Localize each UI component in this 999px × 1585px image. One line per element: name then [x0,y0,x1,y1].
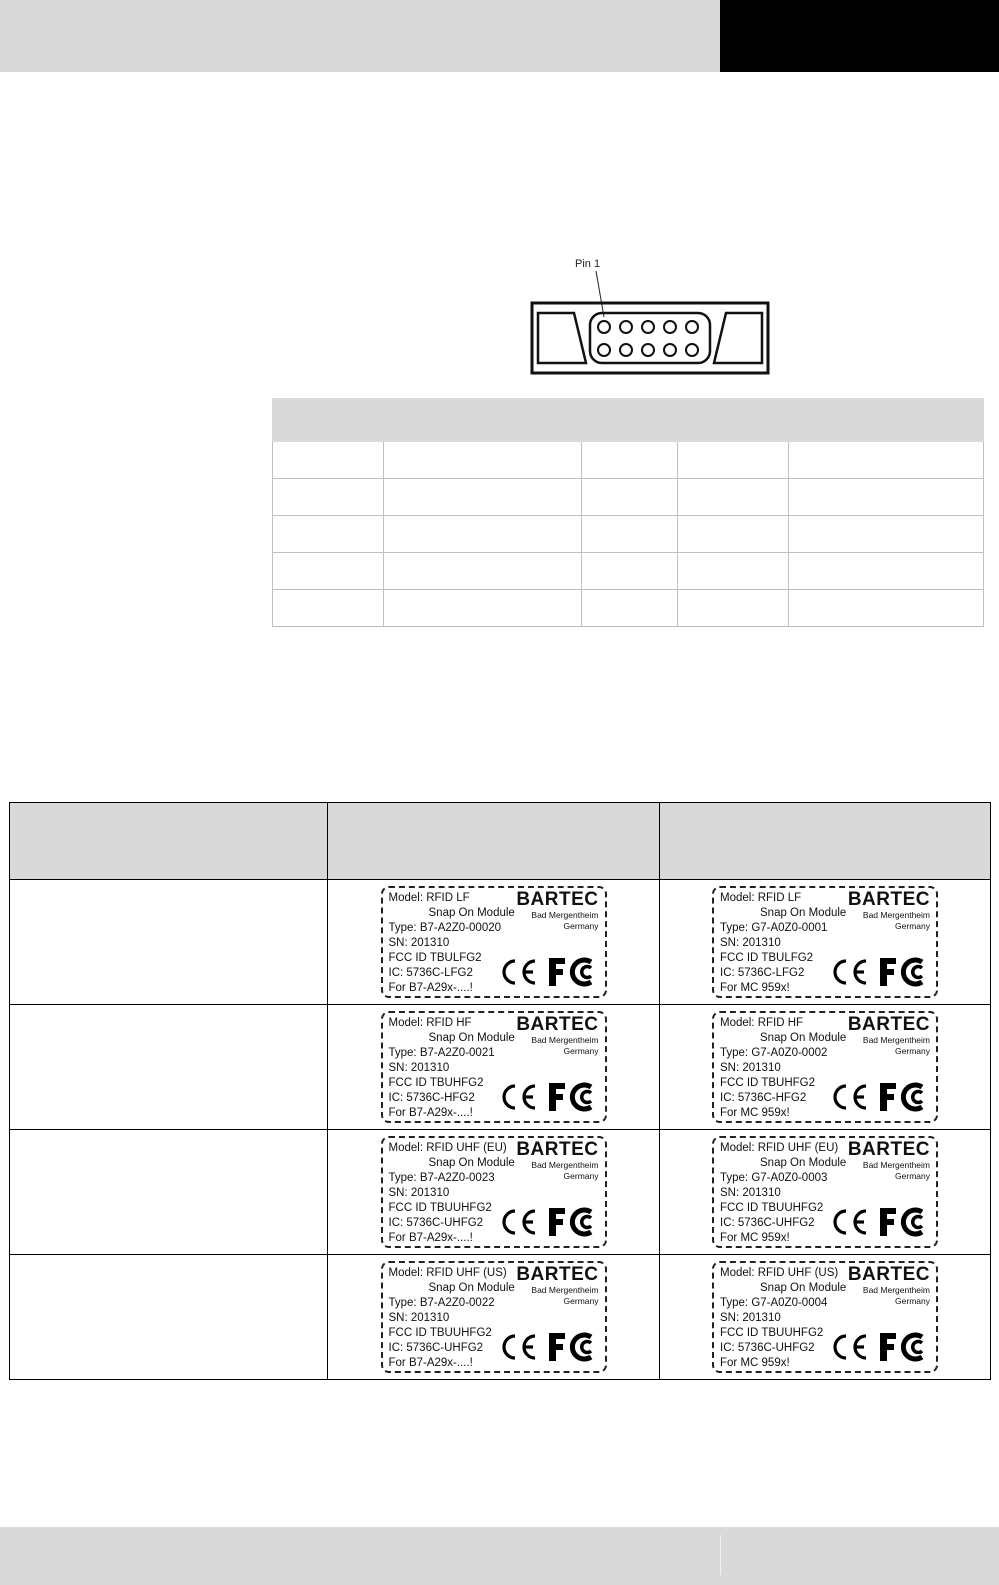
label-product: Snap On Module [760,1032,847,1044]
brand-city: Bad Mergentheim [531,910,599,920]
label-serial: SN: 201310 [720,937,781,949]
ce-mark-icon [497,958,539,986]
certification-marks [828,1206,930,1238]
pin-1-label: Pin 1 [575,258,601,270]
ce-mark-icon [828,958,870,986]
fcc-logo-icon [878,956,930,988]
label-ic: IC: 5736C-UHFG2 [720,1342,815,1354]
pin-table-row [273,516,984,553]
label-ic: IC: 5736C-UHFG2 [720,1217,815,1229]
label-compatibility: For B7-A29x-....! [388,1232,473,1244]
brand-country: Germany [895,1046,930,1056]
label-fcc-id: FCC ID TBUHFG2 [720,1077,815,1089]
label-ic: IC: 5736C-HFG2 [720,1092,807,1104]
label-fcc-id: FCC ID TBULFG2 [388,952,482,964]
fcc-logo-icon [547,1081,599,1113]
label-product: Snap On Module [760,1157,847,1169]
label-table-header [10,803,991,880]
label-type: Type: B7-A2Z0-00020 [388,922,502,934]
label-type: Type: B7-A2Z0-0021 [388,1047,495,1059]
label-type: Type: B7-A2Z0-0023 [388,1172,495,1184]
brand-name: BARTEC [847,1014,930,1035]
fcc-logo-icon [878,1331,930,1363]
label-compatibility: For MC 959x! [720,982,790,994]
label-model: Model: RFID UHF (EU) [388,1142,507,1154]
certification-marks [497,1206,599,1238]
label-table-row [10,1255,991,1380]
label-compatibility: For B7-A29x-....! [388,982,473,994]
fcc-logo-icon [547,956,599,988]
type-label-table [9,802,991,1380]
brand-country: Germany [895,1296,930,1306]
label-type: Type: G7-A0Z0-0004 [720,1297,828,1309]
label-product: Snap On Module [428,1282,515,1294]
brand-country: Germany [563,1171,599,1181]
brand-name: BARTEC [516,889,599,910]
label-model: Model: RFID UHF (US) [720,1267,839,1279]
label-type: Type: B7-A2Z0-0022 [388,1297,495,1309]
connector-pin-diagram [530,255,780,385]
footer-bar [0,1527,999,1585]
footer-divider [720,1535,721,1575]
label-table-row [10,1005,991,1130]
brand-city: Bad Mergentheim [531,1285,599,1295]
certification-marks [497,1081,599,1113]
ce-mark-icon [497,1333,539,1361]
brand-block [516,1140,598,1182]
brand-city: Bad Mergentheim [531,1160,599,1170]
brand-block [848,1265,930,1307]
brand-country: Germany [563,921,599,931]
brand-name: BARTEC [847,1264,930,1285]
brand-country: Germany [563,1296,599,1306]
connector-left-latch [538,313,586,363]
type-plate-label [712,886,938,998]
label-type: Type: G7-A0Z0-0003 [720,1172,828,1184]
label-fcc-id: FCC ID TBUUHFG2 [388,1327,492,1339]
label-serial: SN: 201310 [720,1062,781,1074]
label-compatibility: For MC 959x! [720,1357,790,1369]
ce-mark-icon [497,1208,539,1236]
label-fcc-id: FCC ID TBUUHFG2 [720,1327,824,1339]
pin-table-row [273,590,984,627]
label-compatibility: For B7-A29x-....! [388,1107,473,1119]
label-serial: SN: 201310 [388,1312,450,1324]
label-ic: IC: 5736C-HFG2 [388,1092,475,1104]
brand-block [848,890,930,932]
type-plate-label [381,1261,607,1373]
label-product: Snap On Module [428,1157,515,1169]
label-serial: SN: 201310 [388,937,450,949]
label-serial: SN: 201310 [720,1312,781,1324]
label-compatibility: For MC 959x! [720,1107,790,1119]
label-ic: IC: 5736C-UHFG2 [388,1217,484,1229]
pin-table-row [273,442,984,479]
header-bar [0,0,720,72]
brand-city: Bad Mergentheim [862,910,930,920]
certification-marks [497,1331,599,1363]
fcc-logo-icon [878,1206,930,1238]
type-plate-label [381,1011,607,1123]
connector-right-latch [714,313,762,363]
brand-name: BARTEC [516,1014,599,1035]
label-type: Type: G7-A0Z0-0002 [720,1047,828,1059]
label-fcc-id: FCC ID TBULFG2 [720,952,814,964]
fcc-logo-icon [547,1206,599,1238]
label-serial: SN: 201310 [388,1062,450,1074]
ce-mark-icon [828,1208,870,1236]
label-product: Snap On Module [428,907,515,919]
label-serial: SN: 201310 [388,1187,450,1199]
label-compatibility: For B7-A29x-....! [388,1357,473,1369]
fcc-logo-icon [878,1081,930,1113]
label-model: Model: RFID UHF (EU) [720,1142,839,1154]
ce-mark-icon [497,1083,539,1111]
label-model: Model: RFID HF [720,1017,804,1029]
label-product: Snap On Module [760,907,847,919]
brand-block [848,1015,930,1057]
brand-block [848,1140,930,1182]
brand-block [516,1015,598,1057]
certification-marks [497,956,599,988]
brand-name: BARTEC [847,1139,930,1160]
ce-mark-icon [828,1333,870,1361]
brand-name: BARTEC [516,1139,599,1160]
header-logo-block [720,0,999,72]
brand-country: Germany [563,1046,599,1056]
brand-city: Bad Mergentheim [862,1160,930,1170]
brand-block [516,1265,598,1307]
label-model: Model: RFID LF [388,892,470,904]
label-ic: IC: 5736C-LFG2 [388,967,473,979]
label-model: Model: RFID HF [388,1017,472,1029]
type-plate-label [712,1136,938,1248]
pin-table-row [273,479,984,516]
label-product: Snap On Module [428,1032,515,1044]
pin-table-row [273,553,984,590]
label-fcc-id: FCC ID TBUUHFG2 [720,1202,824,1214]
label-serial: SN: 201310 [720,1187,781,1199]
type-plate-label [381,1136,607,1248]
brand-city: Bad Mergentheim [531,1035,599,1045]
label-compatibility: For MC 959x! [720,1232,790,1244]
label-ic: IC: 5736C-LFG2 [720,967,805,979]
brand-block [516,890,598,932]
certification-marks [828,1331,930,1363]
fcc-logo-icon [547,1331,599,1363]
brand-name: BARTEC [847,889,930,910]
label-table-row [10,1130,991,1255]
brand-city: Bad Mergentheim [862,1285,930,1295]
label-model: Model: RFID LF [720,892,802,904]
label-fcc-id: FCC ID TBUHFG2 [388,1077,484,1089]
connector-pins [598,321,698,356]
pin-1-leader-line [596,271,604,317]
ce-mark-icon [828,1083,870,1111]
brand-city: Bad Mergentheim [862,1035,930,1045]
label-fcc-id: FCC ID TBUUHFG2 [388,1202,492,1214]
pin-assignment-table [272,398,984,627]
label-ic: IC: 5736C-UHFG2 [388,1342,484,1354]
brand-country: Germany [895,1171,930,1181]
type-plate-label [712,1261,938,1373]
label-table-row [10,880,991,1005]
label-type: Type: G7-A0Z0-0001 [720,922,828,934]
brand-country: Germany [895,921,930,931]
brand-name: BARTEC [516,1264,599,1285]
pin-table-header [273,399,984,442]
label-model: Model: RFID UHF (US) [388,1267,507,1279]
label-product: Snap On Module [760,1282,847,1294]
type-plate-label [381,886,607,998]
certification-marks [828,1081,930,1113]
certification-marks [828,956,930,988]
type-plate-label [712,1011,938,1123]
